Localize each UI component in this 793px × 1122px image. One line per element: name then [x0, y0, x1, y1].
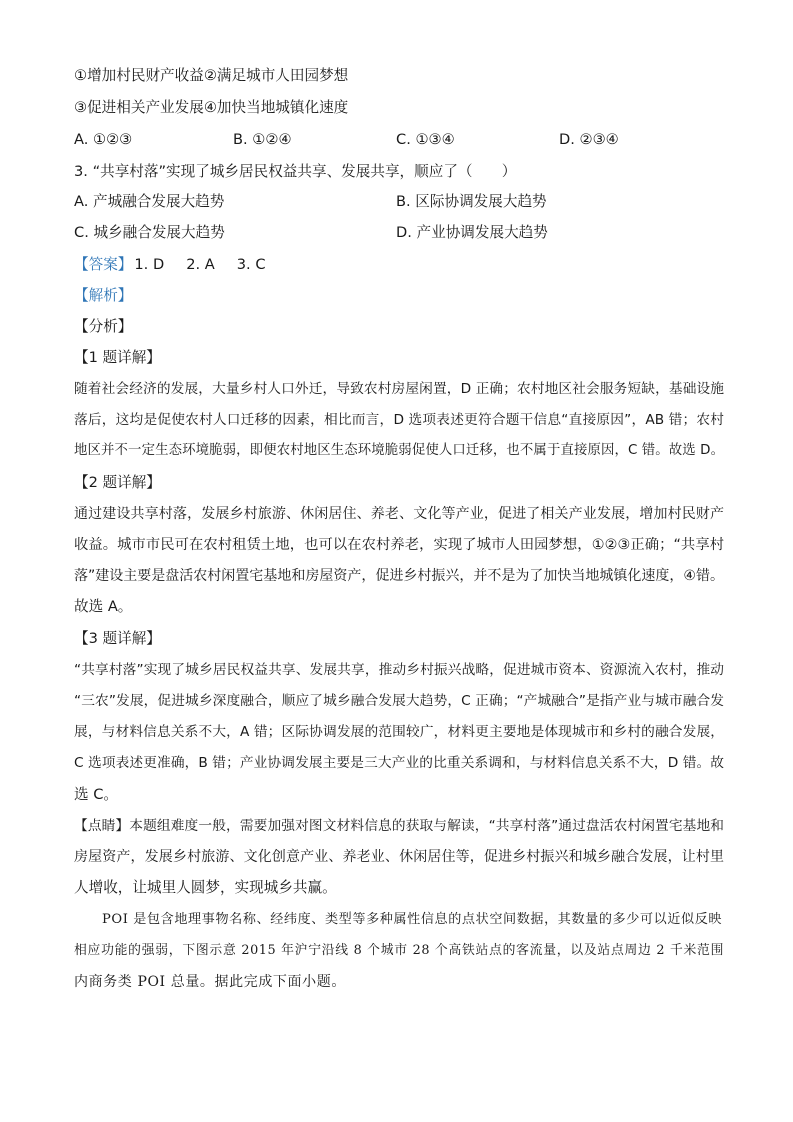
detail1-title: 【1 题详解】	[74, 349, 161, 366]
q3-option-a: A. 产城融合发展大趋势	[74, 193, 225, 210]
poi-paragraph-line: 相应功能的强弱，下图示意 2015 年沪宁沿线 8 个城市 28 个高铁站点的客流量，以及站点周边 2 千米范围	[74, 943, 724, 958]
detail1-line: 地区并不一定生态环境脆弱，即便农村地区生态环境脆弱促使人口迁移，也不属于直接原因，C 错。故选 D。	[74, 443, 724, 458]
dianjing-line: 人增收，让城里人圆梦，实现城乡共赢。	[74, 879, 337, 896]
dianjing-line	[74, 816, 724, 836]
q3-option-d: D. 产业协调发展大趋势	[396, 224, 548, 241]
jiexi-label: 【解析】	[74, 287, 133, 304]
answer-item-1: 1. D	[134, 256, 165, 273]
poi-paragraph-line: POI 是包含地理事物名称、经纬度、类型等多种属性信息的点状空间数据，其数量的多少可以近似反映	[102, 912, 723, 927]
answer-item-3: 3. C	[236, 256, 266, 273]
q3-option-c: C. 城乡融合发展大趋势	[74, 224, 225, 241]
detail2-line: 通过建设共享村落，发展乡村旅游、休闲居住、养老、文化等产业，促进了相关产业发展，增加村民财产	[74, 506, 724, 522]
q3-stem: 3. “共享村落”实现了城乡居民权益共享、发展共享，顺应了（ ）	[74, 163, 517, 180]
detail3-line: “共享村落”实现了城乡居民权益共享、发展共享，推动乡村振兴战略，促进城市资本、资源流入农村，推动	[74, 662, 724, 678]
dianjing-line: 房屋资产，发展乡村旅游、文化创意产业、养老业、休闲居住等，促进乡村振兴和城乡融合发展，让村里	[74, 849, 724, 865]
answer-line	[74, 255, 724, 275]
detail2-line: 收益。城市市民可在农村租赁土地，也可以在农村养老，实现了城市人田园梦想，①②③正确；“共享村	[74, 537, 724, 553]
detail1-line: 随着社会经济的发展，大量乡村人口外迁，导致农村房屋闲置，D 正确；农村地区社会服务短缺，基础设施	[74, 381, 724, 397]
q2-statement-2: ③促进相关产业发展④加快当地城镇化速度	[74, 99, 349, 116]
detail2-line: 落”建设主要是盘活农村闲置宅基地和房屋资产，促进乡村振兴，并不是为了加快当地城镇化速度，④错。	[74, 568, 724, 584]
detail3-title: 【3 题详解】	[74, 630, 161, 647]
detail2-title: 【2 题详解】	[74, 474, 161, 491]
fenxi-label: 【分析】	[74, 318, 133, 335]
q2-option-a: A. ①②③	[74, 131, 133, 148]
dianjing-text: 本题组难度一般，需要加强对图文材料信息的获取与解读，“共享村落”通过盘活农村闲置宅基地和	[129, 818, 724, 834]
detail2-line: 故选 A。	[74, 598, 133, 615]
detail3-line: “三农”发展，促进城乡深度融合，顺应了城乡融合发展大趋势，C 正确；“产城融合”是指产业与城市融合发	[74, 693, 724, 709]
q2-statement-1: ①增加村民财产收益②满足城市人田园梦想	[74, 67, 349, 84]
q3-option-b: B. 区际协调发展大趋势	[396, 193, 547, 210]
poi-paragraph-line: 内商务类 POI 总量。据此完成下面小题。	[74, 974, 346, 990]
answer-item-2: 2. A	[186, 256, 215, 273]
dianjing-label: 【点睛】	[74, 818, 130, 834]
q2-option-d: D. ②③④	[559, 131, 619, 148]
q2-option-b: B. ①②④	[233, 131, 292, 148]
q2-option-c: C. ①③④	[396, 131, 455, 148]
detail3-line: 选 C。	[74, 786, 119, 803]
detail3-line: 展，与材料信息关系不大，A 错；区际协调发展的范围较广，材料更主要地是体现城市和乡村的融合发展，	[74, 724, 724, 740]
detail3-line: C 选项表述更准确，B 错；产业协调发展主要是三大产业的比重关系调和，与材料信息关系不大，D 错。故	[74, 755, 724, 771]
detail1-line: 落后，这均是促使农村人口迁移的因素，相比而言，D 选项表述更符合题干信息“直接原因”，AB 错；农村	[74, 412, 724, 428]
answer-label: 【答案】	[74, 256, 133, 273]
